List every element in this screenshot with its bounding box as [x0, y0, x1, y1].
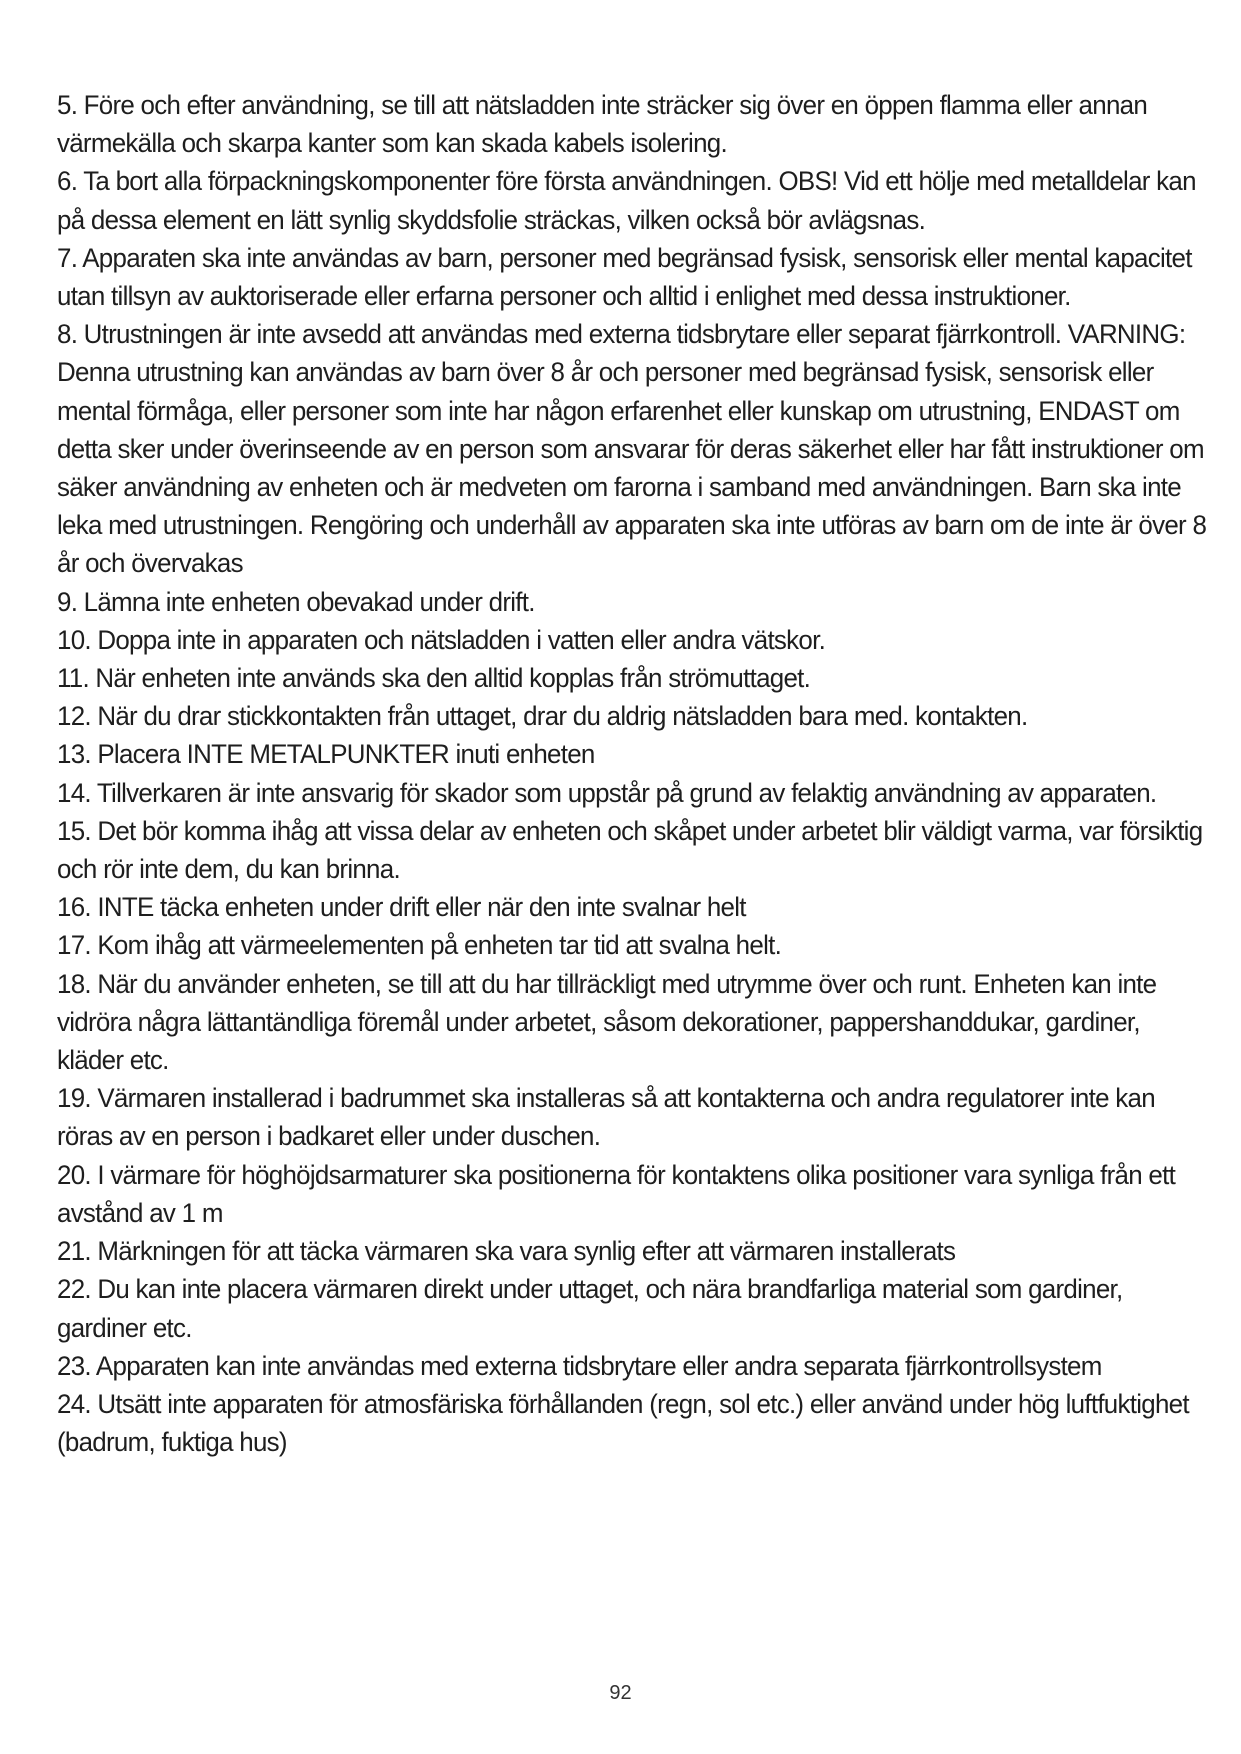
list-item-22: 22. Du kan inte placera värmaren direkt under uttaget, och nära brandfarliga material som gardiner, gardiner etc. — [57, 1274, 1123, 1343]
list-item-17: 17. Kom ihåg att värmeelementen på enheten tar tid att svalna helt. — [57, 930, 782, 961]
list-item-14: 14. Tillverkaren är inte ansvarig för skador som uppstår på grund av felaktig användning av apparaten. — [57, 777, 1157, 808]
list-item-7: 7. Apparaten ska inte användas av barn, personer med begränsad fysisk, sensorisk eller mental kapacitet utan tillsyn av auktoriserade eller erfarna personer och alltid i enlighet med dessa instruktioner. — [57, 242, 1192, 312]
list-item-16: 16. INTE täcka enheten under drift eller när den inte svalnar helt — [57, 892, 746, 923]
list-item-9: 9. Lämna inte enheten obevakad under drift. — [57, 586, 535, 617]
page-number: 92 — [609, 1682, 632, 1704]
list-item-13: 13. Placera INTE METALPUNKTER inuti enheten — [57, 739, 595, 770]
list-item-19: 19. Värmaren installerad i badrummet ska installeras så att kontakterna och andra regulatorer inte kan röras av en person i badkaret eller under duschen. — [57, 1083, 1155, 1152]
instruction-list — [57, 86, 1207, 1461]
list-item-24: 24. Utsätt inte apparaten för atmosfäriska förhållanden (regn, sol etc.) eller använd under hög luftfuktighet (badrum, fuktiga hus) — [57, 1388, 1189, 1458]
list-item-20: 20. I värmare för höghöjdsarmaturer ska positionerna för kontaktens olika positioner vara synliga från ett avstånd av 1 m — [57, 1159, 1176, 1228]
list-item-23: 23. Apparaten kan inte användas med externa tidsbrytare eller andra separata fjärrkontrollsystem — [57, 1350, 1102, 1381]
list-item-12: 12. När du drar stickkontakten från uttaget, drar du aldrig nätsladden bara med. kontakten. — [57, 701, 1028, 732]
list-item-5: 5. Före och efter användning, se till att nätsladden inte sträcker sig över en öppen flamma eller annan värmekälla och skarpa kanter som kan skada kabels isolering. — [57, 90, 1148, 159]
list-item-10: 10. Doppa inte in apparaten och nätsladden i vatten eller andra vätskor. — [57, 624, 826, 655]
list-item-18: 18. När du använder enheten, se till att du har tillräckligt med utrymme över och runt. Enheten kan inte vidröra några lättantändliga föremål under arbetet, såsom dekorationer, pappershanddukar, gardiner, kläder etc. — [57, 968, 1157, 1076]
list-item-8: 8. Utrustningen är inte avsedd att användas med externa tidsbrytare eller separat fjärrkontroll. VARNING: Denna utrustning kan användas av barn över 8 år och personer med begränsad fysisk, sensorisk eller mental förmåga, eller personer som inte har någon erfarenhet eller kunskap om utrustning, ENDAST om detta sker under överinseende av en person som ansvarar för deras säkerhet eller har fått instruktioner om säker användning av enheten och är medveten om farorna i samband med användningen. Barn ska inte leka med utrustningen. Rengöring och underhåll av apparaten ska inte utföras av barn om de inte är över 8 år och övervakas — [57, 319, 1207, 579]
list-item-6: 6. Ta bort alla förpackningskomponenter före första användningen. OBS! Vid ett hölje med metalldelar kan på dessa element en lätt synlig skyddsfolie sträckas, vilken också bör avlägsnas. — [57, 166, 1196, 235]
list-item-11: 11. När enheten inte används ska den alltid kopplas från strömuttaget. — [57, 663, 811, 694]
list-item-21: 21. Märkningen för att täcka värmaren ska vara synlig efter att värmaren installerats — [57, 1236, 956, 1267]
list-item-15: 15. Det bör komma ihåg att vissa delar av enheten och skåpet under arbetet blir väldigt varma, var försiktig och rör inte dem, du kan brinna. — [57, 815, 1203, 885]
